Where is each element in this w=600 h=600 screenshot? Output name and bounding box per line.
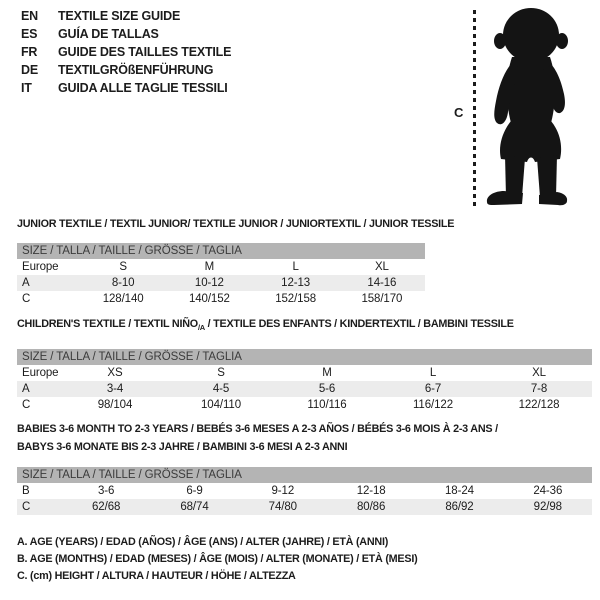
table-row	[17, 381, 592, 397]
age-cell: 12-13	[281, 277, 311, 289]
footnote-legend	[17, 534, 417, 585]
height-cell: 80/86	[357, 501, 386, 513]
height-measure-label: C	[454, 105, 464, 120]
size-header-bar: SIZE / TALLA / TAILLE / GRÖSSE / TAGLIA	[17, 467, 592, 483]
guide-title: GUIDA ALLE TAGLIE TESSILI	[58, 81, 228, 95]
height-cell: 104/110	[200, 399, 242, 411]
table-row	[17, 259, 425, 275]
table-row	[17, 397, 592, 413]
row-label: C	[22, 501, 31, 513]
children-size-table	[17, 349, 592, 413]
age-cell: 6-9	[186, 485, 203, 497]
size-header-bar: SIZE / TALLA / TAILLE / GRÖSSE / TAGLIA	[17, 349, 592, 365]
children-section-heading	[17, 318, 514, 332]
age-cell: 4-5	[212, 383, 230, 395]
height-cell: 92/98	[533, 501, 562, 513]
heading-text: / TEXTILE DES ENFANTS / KINDERTEXTIL / BAMBINI TESSILE	[204, 318, 514, 330]
size-cell: XL	[532, 367, 546, 379]
age-cell: 6-7	[424, 383, 442, 395]
guide-title: GUÍA DE TALLAS	[58, 27, 159, 41]
height-cell: 152/158	[275, 293, 317, 305]
language-row-it	[21, 79, 231, 97]
row-label: B	[22, 485, 30, 497]
language-code: EN	[21, 9, 38, 23]
age-cell: 18-24	[445, 485, 474, 497]
size-cell: XL	[374, 261, 389, 273]
language-row-en	[21, 7, 231, 25]
height-cell: 68/74	[180, 501, 209, 513]
age-cell: 10-12	[194, 277, 224, 289]
junior-section-heading: JUNIOR TEXTILE / TEXTIL JUNIOR/ TEXTILE JUNIOR / JUNIORTEXTIL / JUNIOR TESSILE	[17, 218, 455, 230]
babies-section-heading	[17, 421, 498, 456]
height-cell: 98/104	[97, 399, 133, 411]
row-label: C	[22, 293, 31, 305]
age-cell: 24-36	[533, 485, 563, 497]
height-cell: 122/128	[518, 399, 560, 411]
babies-size-table	[17, 467, 592, 515]
size-cell: M	[322, 367, 332, 379]
age-cell: 8-10	[111, 277, 135, 289]
size-cell: L	[292, 261, 299, 273]
age-cell: 14-16	[367, 277, 397, 289]
height-cell: 116/122	[412, 399, 454, 411]
table-row	[17, 483, 592, 499]
heading-text: CHILDREN'S TEXTILE / TEXTIL NIÑO	[17, 318, 198, 330]
language-row-de	[21, 61, 231, 79]
row-label: C	[22, 399, 31, 411]
height-dashed-line	[473, 10, 476, 208]
age-cell: 9-12	[271, 485, 295, 497]
language-code: IT	[21, 81, 32, 95]
age-cell: 3-4	[106, 383, 124, 395]
age-cell: 12-18	[356, 485, 386, 497]
language-code: FR	[21, 45, 38, 59]
toddler-silhouette-icon	[484, 5, 576, 209]
guide-title: TEXTILGRÖßENFÜHRUNG	[58, 63, 214, 77]
height-cell: 128/140	[102, 293, 144, 305]
row-label: Europe	[22, 367, 59, 379]
height-cell: 62/68	[92, 501, 121, 513]
row-label: A	[22, 277, 30, 289]
size-cell: XS	[107, 367, 123, 379]
size-cell: L	[429, 367, 437, 379]
age-cell: 5-6	[318, 383, 336, 395]
size-header-bar: SIZE / TALLA / TAILLE / GRÖSSE / TAGLIA	[17, 243, 425, 259]
table-row	[17, 499, 592, 515]
footnote-c: C. (cm) HEIGHT / ALTURA / HAUTEUR / HÖHE / ALTEZZA	[17, 570, 296, 582]
language-row-es	[21, 25, 231, 43]
height-cell: 86/92	[445, 501, 474, 513]
guide-title: TEXTILE SIZE GUIDE	[58, 9, 181, 23]
heading-line-1: BABIES 3-6 MONTH TO 2-3 YEARS / BEBÉS 3-6 MESES A 2-3 AÑOS / BÉBÉS 3-6 MOIS À 2-3 ANS /	[17, 423, 498, 435]
age-cell: 3-6	[98, 485, 115, 497]
row-label: Europe	[22, 261, 59, 273]
heading-subscript: /A	[197, 323, 205, 333]
size-cell: S	[217, 367, 225, 379]
height-cell: 140/152	[188, 293, 230, 305]
heading-line-2: BABYS 3-6 MONATE BIS 2-3 JAHRE / BAMBINI 3-6 MESI A 2-3 ANNI	[17, 440, 348, 453]
footnote-b: B. AGE (MONTHS) / EDAD (MESES) / ÂGE (MOIS) / ALTER (MONATE) / ETÀ (MESI)	[17, 553, 418, 565]
table-row	[17, 291, 425, 307]
language-row-fr	[21, 43, 231, 61]
language-title-list	[21, 7, 231, 97]
junior-size-table	[17, 243, 425, 307]
size-cell: M	[204, 261, 215, 273]
height-cell: 110/116	[307, 399, 347, 411]
language-code: ES	[21, 27, 38, 41]
footnote-a: A. AGE (YEARS) / EDAD (AÑOS) / ÂGE (ANS) / ALTER (JAHRE) / ETÀ (ANNI)	[17, 536, 389, 548]
row-label: A	[22, 383, 30, 395]
language-code: DE	[21, 63, 38, 77]
table-row	[17, 365, 592, 381]
guide-title: GUIDE DES TAILLES TEXTILE	[58, 45, 232, 59]
age-cell: 7-8	[530, 383, 548, 395]
height-cell: 158/170	[361, 293, 403, 305]
table-row	[17, 275, 425, 291]
height-cell: 74/80	[268, 501, 297, 513]
size-cell: S	[119, 261, 127, 273]
